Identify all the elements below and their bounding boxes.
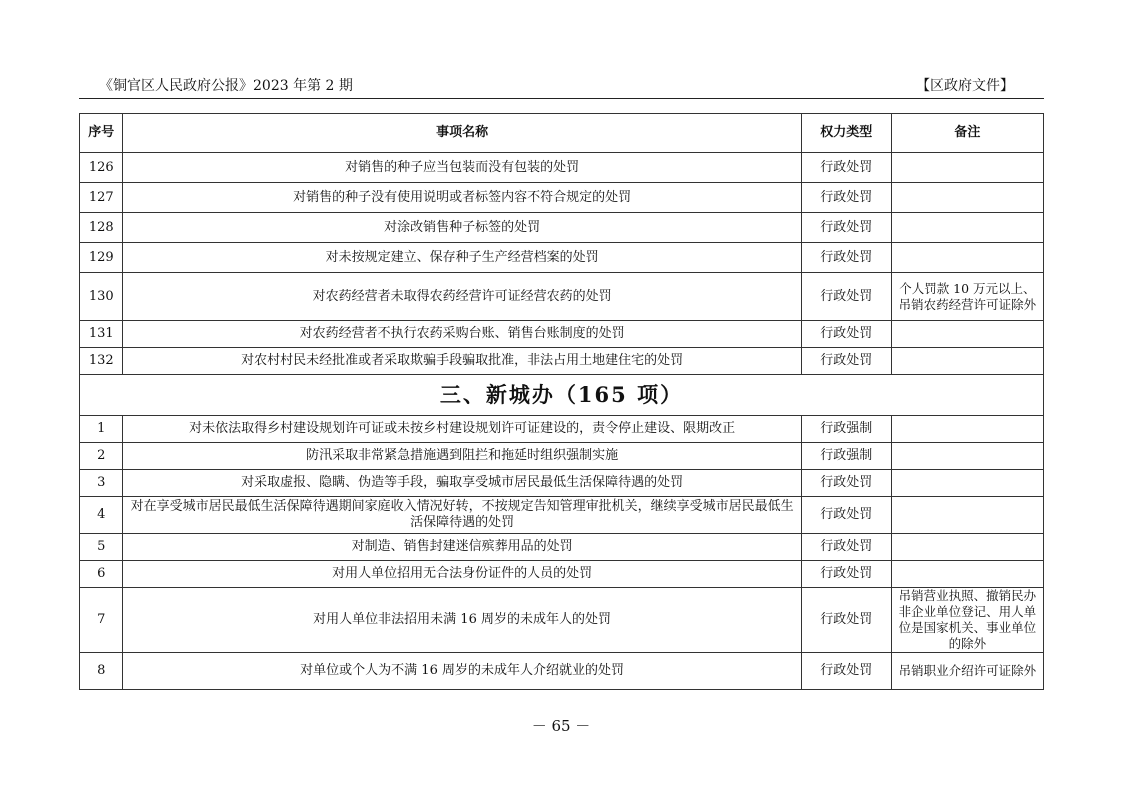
table-row xyxy=(80,561,1044,588)
table-row xyxy=(80,534,1044,561)
row-note: 个人罚款 10 万元以上、吊销农药经营许可证除外 xyxy=(891,273,1043,321)
table-row xyxy=(80,416,1044,443)
row-note xyxy=(891,416,1043,443)
row-item-name: 对用人单位非法招用未满 16 周岁的未成年人的处罚 xyxy=(123,588,801,653)
row-power-type: 行政处罚 xyxy=(801,588,891,653)
row-power-type: 行政处罚 xyxy=(801,497,891,534)
row-number: 1 xyxy=(80,416,123,443)
table-row xyxy=(80,153,1044,183)
row-power-type: 行政强制 xyxy=(801,443,891,470)
row-note xyxy=(891,561,1043,588)
row-power-type: 行政处罚 xyxy=(801,153,891,183)
row-number: 129 xyxy=(80,243,123,273)
page-header xyxy=(79,74,1044,99)
row-note xyxy=(891,213,1043,243)
row-power-type: 行政处罚 xyxy=(801,470,891,497)
row-number: 3 xyxy=(80,470,123,497)
row-note: 吊销营业执照、撤销民办非企业单位登记、用人单位是国家机关、事业单位的除外 xyxy=(891,588,1043,653)
row-number: 5 xyxy=(80,534,123,561)
row-note xyxy=(891,443,1043,470)
row-number: 132 xyxy=(80,348,123,375)
row-number: 4 xyxy=(80,497,123,534)
row-item-name: 防汛采取非常紧急措施遇到阻拦和拖延时组织强制实施 xyxy=(123,443,801,470)
row-note xyxy=(891,534,1043,561)
row-number: 8 xyxy=(80,653,123,690)
table-row xyxy=(80,348,1044,375)
table-row xyxy=(80,273,1044,321)
section-row xyxy=(80,375,1044,416)
row-number: 130 xyxy=(80,273,123,321)
row-item-name: 对涂改销售种子标签的处罚 xyxy=(123,213,801,243)
row-note xyxy=(891,470,1043,497)
row-note xyxy=(891,321,1043,348)
row-power-type: 行政强制 xyxy=(801,416,891,443)
row-number: 131 xyxy=(80,321,123,348)
row-power-type: 行政处罚 xyxy=(801,321,891,348)
row-item-name: 对用人单位招用无合法身份证件的人员的处罚 xyxy=(123,561,801,588)
row-power-type: 行政处罚 xyxy=(801,534,891,561)
section-tag: 【区政府文件】 xyxy=(916,78,1014,94)
table-row xyxy=(80,213,1044,243)
column-header-type: 权力类型 xyxy=(801,114,891,153)
row-note: 吊销职业介绍许可证除外 xyxy=(891,653,1043,690)
column-header-name: 事项名称 xyxy=(123,114,801,153)
table-row xyxy=(80,321,1044,348)
row-item-name: 对制造、销售封建迷信殡葬用品的处罚 xyxy=(123,534,801,561)
row-power-type: 行政处罚 xyxy=(801,653,891,690)
row-item-name: 对单位或个人为不满 16 周岁的未成年人介绍就业的处罚 xyxy=(123,653,801,690)
row-note xyxy=(891,497,1043,534)
row-note xyxy=(891,348,1043,375)
row-note xyxy=(891,183,1043,213)
row-power-type: 行政处罚 xyxy=(801,561,891,588)
row-item-name: 对农药经营者未取得农药经营许可证经营农药的处罚 xyxy=(123,273,801,321)
row-power-type: 行政处罚 xyxy=(801,348,891,375)
row-power-type: 行政处罚 xyxy=(801,243,891,273)
row-power-type: 行政处罚 xyxy=(801,213,891,243)
row-item-name: 对未依法取得乡村建设规划许可证或未按乡村建设规划许可证建设的，责令停止建设、限期改正 xyxy=(123,416,801,443)
table-row xyxy=(80,443,1044,470)
row-number: 128 xyxy=(80,213,123,243)
row-note xyxy=(891,243,1043,273)
row-note xyxy=(891,153,1043,183)
row-number: 126 xyxy=(80,153,123,183)
row-number: 7 xyxy=(80,588,123,653)
table-row xyxy=(80,588,1044,653)
table-row xyxy=(80,183,1044,213)
row-item-name: 对销售的种子没有使用说明或者标签内容不符合规定的处罚 xyxy=(123,183,801,213)
row-number: 127 xyxy=(80,183,123,213)
items-table xyxy=(79,113,1044,690)
row-number: 6 xyxy=(80,561,123,588)
publication-title: 《铜官区人民政府公报》2023 年第 2 期 xyxy=(99,78,353,94)
column-header-note: 备注 xyxy=(891,114,1043,153)
page-number: － 65 － xyxy=(531,717,591,735)
row-item-name: 对在享受城市居民最低生活保障待遇期间家庭收入情况好转，不按规定告知管理审批机关，继续享受城市居民最低生活保障待遇的处罚 xyxy=(123,497,801,534)
table-row xyxy=(80,497,1044,534)
row-item-name: 对未按规定建立、保存种子生产经营档案的处罚 xyxy=(123,243,801,273)
table-row xyxy=(80,243,1044,273)
row-number: 2 xyxy=(80,443,123,470)
row-power-type: 行政处罚 xyxy=(801,273,891,321)
column-header-no: 序号 xyxy=(80,114,123,153)
table-row xyxy=(80,653,1044,690)
row-item-name: 对农药经营者不执行农药采购台账、销售台账制度的处罚 xyxy=(123,321,801,348)
table-header-row xyxy=(80,114,1044,153)
row-item-name: 对销售的种子应当包装而没有包装的处罚 xyxy=(123,153,801,183)
row-item-name: 对农村村民未经批准或者采取欺骗手段骗取批准，非法占用土地建住宅的处罚 xyxy=(123,348,801,375)
row-power-type: 行政处罚 xyxy=(801,183,891,213)
row-item-name: 对采取虚报、隐瞒、伪造等手段，骗取享受城市居民最低生活保障待遇的处罚 xyxy=(123,470,801,497)
table-row xyxy=(80,470,1044,497)
section-title: 三、新城办（165 项） xyxy=(80,375,1044,416)
